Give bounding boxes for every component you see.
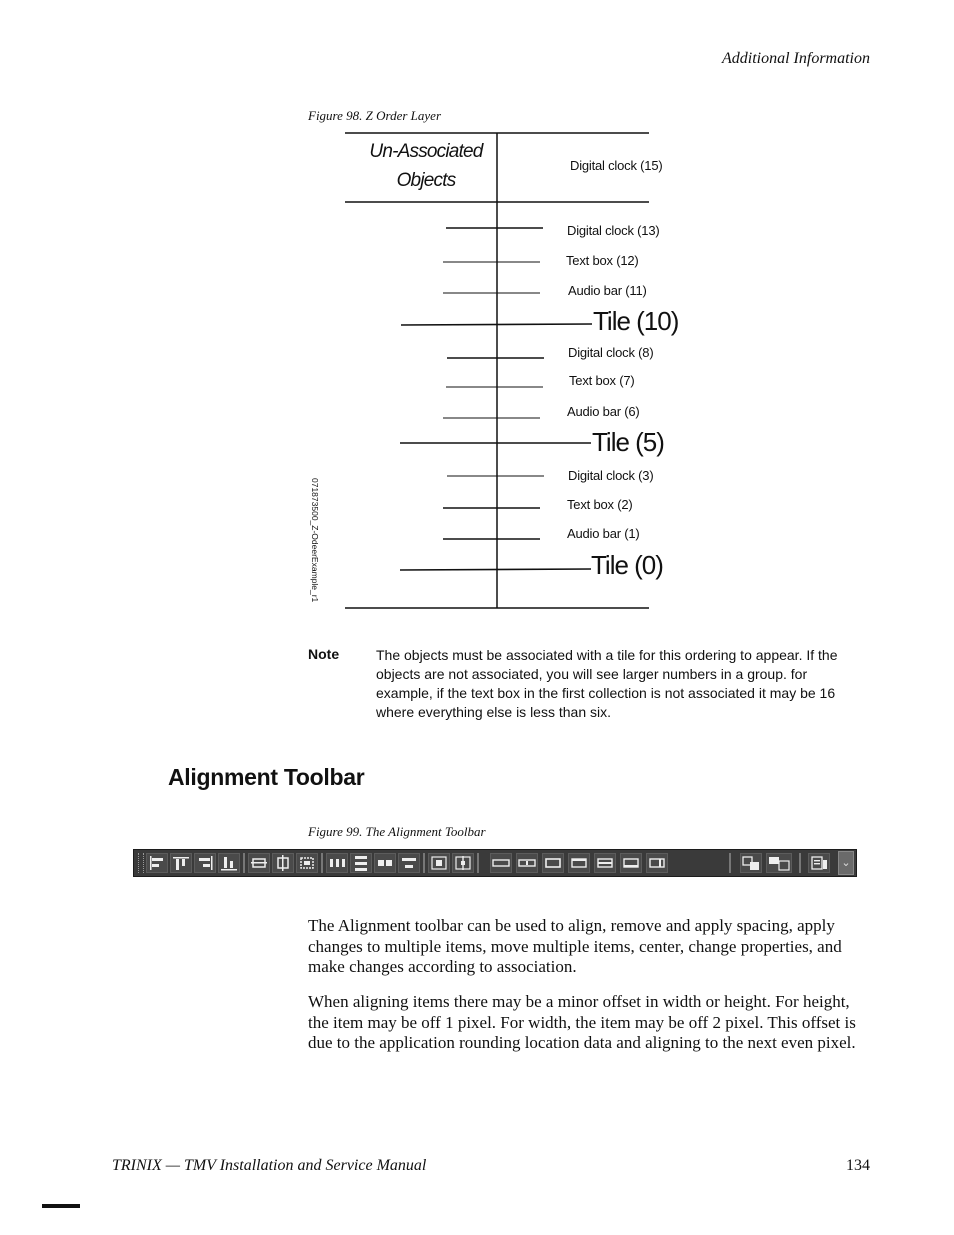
toolbar-overflow-chevron-down-icon[interactable]: ⌄ (838, 851, 854, 875)
label-audio-bar-11: Audio bar (11) (568, 283, 647, 298)
toolbar-separator (321, 853, 323, 873)
footer-page-number: 134 (846, 1157, 870, 1174)
label-audio-bar-6: Audio bar (6) (567, 404, 640, 419)
toolbar-separator (799, 853, 801, 873)
make-same-size-icon[interactable] (296, 853, 318, 873)
footer-manual-title: TRINIX — TMV Installation and Service Manual (112, 1157, 427, 1174)
align-top-icon[interactable] (170, 853, 192, 873)
level-10-line (401, 324, 592, 325)
figure-side-id: 071873500_Z-OdeerExample_r1 (310, 478, 320, 603)
running-header: Additional Information (722, 50, 870, 67)
toolbar-separator (729, 853, 731, 873)
unassociated-line-1: Un-Associated (369, 141, 483, 162)
shape-rect-icon[interactable] (542, 853, 564, 873)
label-tile-10: Tile (10) (593, 306, 679, 336)
shape-wide-icon[interactable] (490, 853, 512, 873)
label-digital-clock-8: Digital clock (8) (568, 345, 654, 360)
label-text-box-2: Text box (2) (567, 497, 633, 512)
space-vertical-icon[interactable] (350, 853, 372, 873)
label-text-box-7: Text box (7) (569, 373, 635, 388)
align-left-icon[interactable] (146, 853, 168, 873)
properties-icon[interactable] (808, 853, 830, 873)
unassociated-line-2: Objects (396, 170, 456, 191)
body-paragraph-2: When aligning items there may be a minor offset in width or height. For height, the item may be off 1 pixel. For width, the item may be off 2 pixel. This offset is due to the application rounding location data and aligning to the next even pixel. (308, 992, 856, 1052)
note-label: Note (308, 646, 340, 662)
z-order-diagram (300, 120, 700, 620)
align-bottom-icon[interactable] (218, 853, 240, 873)
shape-rect-mid-icon[interactable] (594, 853, 616, 873)
toolbar-separator (243, 853, 245, 873)
toolbar-separator (423, 853, 425, 873)
z-order-lines (300, 120, 700, 620)
shape-rect-right-icon[interactable] (646, 853, 668, 873)
label-digital-clock-3: Digital clock (3) (568, 468, 654, 483)
label-tile-0: Tile (0) (591, 550, 663, 580)
shape-rect-top-icon[interactable] (568, 853, 590, 873)
make-same-width-icon[interactable] (248, 853, 270, 873)
make-same-height-icon[interactable] (272, 853, 294, 873)
space-horizontal-icon[interactable] (326, 853, 348, 873)
shape-plus-icon[interactable] (516, 853, 538, 873)
figure-99-caption: Figure 99. The Alignment Toolbar (308, 824, 486, 839)
label-digital-clock-15: Digital clock (15) (570, 158, 663, 173)
toolbar-grip[interactable] (138, 853, 144, 873)
alignment-toolbar (133, 849, 857, 877)
label-tile-5: Tile (5) (592, 427, 664, 457)
figure-98-caption: Figure 98. Z Order Layer (308, 108, 442, 123)
center-vertical-icon[interactable] (428, 853, 450, 873)
shape-rect-bottom-icon[interactable] (620, 853, 642, 873)
label-digital-clock-13: Digital clock (13) (567, 223, 660, 238)
align-right-icon[interactable] (194, 853, 216, 873)
footer-rule (42, 1204, 80, 1208)
remove-horizontal-spacing-icon[interactable] (374, 853, 396, 873)
label-audio-bar-1: Audio bar (1) (567, 526, 640, 541)
toolbar-separator (477, 853, 479, 873)
tile-tmv-icon[interactable] (766, 853, 792, 873)
body-paragraph-1: The Alignment toolbar can be used to align, remove and apply spacing, apply changes to multiple items, move multiple items, center, change properties, and make changes according to association. (308, 916, 842, 976)
label-text-box-12: Text box (12) (566, 253, 639, 268)
note-text: The objects must be associated with a tile for this ordering to appear. If the objects are not associated, you will see larger numbers in a group. for example, if the text box in the first collection is not associated it may be 16 where everything else is less than six. (376, 647, 838, 720)
unassociated-objects-label (360, 137, 492, 195)
center-both-icon[interactable] (452, 853, 474, 873)
center-horizontal-icon[interactable] (398, 853, 420, 873)
level-0-line (400, 569, 591, 570)
associate-icon[interactable] (740, 853, 762, 873)
section-heading: Alignment Toolbar (168, 764, 365, 790)
